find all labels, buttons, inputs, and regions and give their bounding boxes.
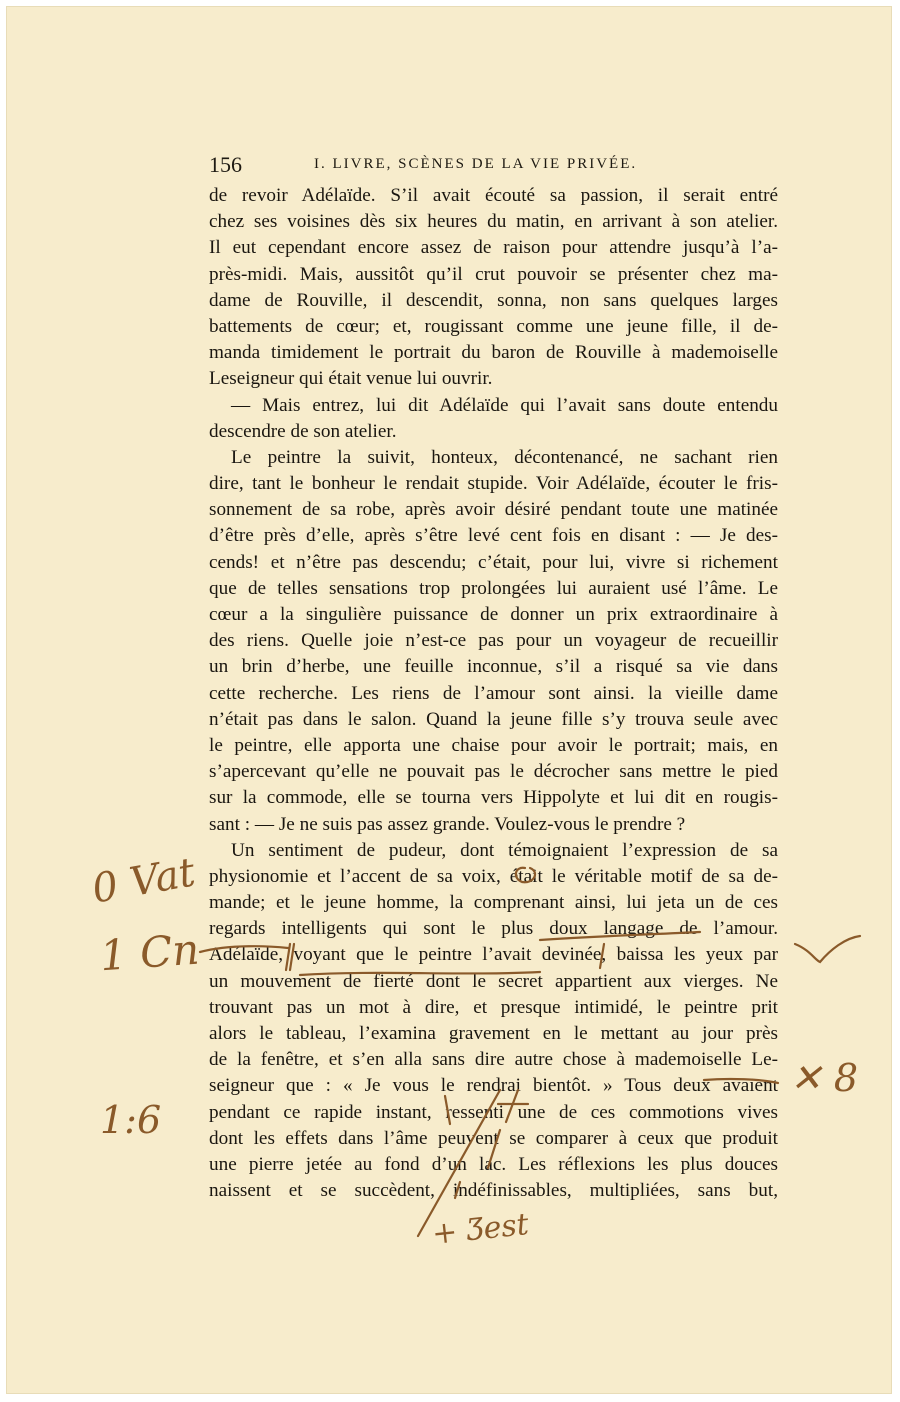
- text-line: regards intelligents qui sont le plus doux langage de l’amour.: [209, 918, 778, 940]
- text-line: alors le tableau, l’examina gravement en le mettant au jour près: [209, 1023, 778, 1044]
- margin-note: 1:6: [100, 1098, 162, 1142]
- text-line: manda timidement le portrait du baron de Rouville à mademoiselle: [209, 342, 778, 364]
- text-line: — Mais entrez, lui dit Adélaïde qui l’avait sans doute entendu: [231, 394, 778, 416]
- text-line: sur la commode, elle se tourna vers Hippolyte et lui dit en rougis-: [209, 787, 778, 809]
- text-line: physionomie et l’accent de sa voix, était le véritable motif de sa de-: [209, 865, 778, 887]
- text-line: dont les effets dans l’âme peuvent se comparer à ceux que produit: [209, 1127, 778, 1149]
- running-head: I. LIVRE, SCÈNES DE LA VIE PRIVÉE.: [314, 156, 638, 172]
- margin-note: 0 Vat: [88, 849, 199, 913]
- text-line: que de telles sensations trop prolongées lui auraient usé l’âme. Le: [209, 577, 778, 599]
- text-line: le peintre, elle apporta une chaise pour avoir le portrait; mais, en: [209, 734, 778, 756]
- text-line: Il eut cependant encore assez de raison pour attendre jusqu’à l’a-: [209, 237, 778, 259]
- text-line: Le peintre la suivit, honteux, décontenancé, ne sachant rien: [231, 446, 778, 468]
- text-line: dire, tant le bonheur le rendait stupide. Voir Adélaïde, écouter le fris-: [209, 473, 778, 495]
- text-line: chez ses voisines dès six heures du matin, en arrivant à son atelier.: [209, 211, 778, 233]
- text-line: s’apercevant qu’elle ne pouvait pas le décrocher sans mettre le pied: [209, 761, 778, 783]
- text-line: Leseigneur qui était venue lui ouvrir.: [209, 368, 493, 390]
- text-line: sonnement de sa robe, après avoir désiré pendant toute une matinée: [209, 499, 778, 521]
- text-line: Un sentiment de pudeur, dont témoignaient l’expression de sa: [231, 839, 778, 861]
- text-line: battements de cœur; et, rougissant comme une jeune fille, il de-: [209, 315, 778, 337]
- margin-note: + Ʒest: [430, 1207, 531, 1252]
- text-line: cette recherche. Les riens de l’amour sont ainsi. la vieille dame: [209, 682, 778, 704]
- text-line: de la fenêtre, et s’en alla sans dire autre chose à mademoiselle Le-: [209, 1049, 778, 1071]
- text-line: seigneur que : « Je vous le rendrai bientôt. » Tous deux avaient: [209, 1075, 778, 1097]
- text-line: des riens. Quelle joie n’est-ce pas pour un voyageur de recueillir: [209, 630, 778, 652]
- text-line: Adélaïde, voyant que le peintre l’avait devinée, baissa les yeux par: [209, 944, 778, 966]
- text-line: dame de Rouville, il descendit, sonna, non sans quelques larges: [209, 289, 778, 311]
- page-header: [209, 152, 775, 182]
- text-line: pendant ce rapide instant, ressenti une de ces commotions vives: [209, 1101, 778, 1123]
- margin-note: 1 Cn: [98, 924, 201, 981]
- text-line: cœur a la singulière puissance de donner un prix extraordinaire à: [209, 604, 778, 625]
- text-line: un brin d’herbe, une feuille inconnue, s’il a risqué sa vie dans: [209, 656, 778, 678]
- text-line: de revoir Adélaïde. S’il avait écouté sa passion, il serait entré: [209, 185, 778, 206]
- text-line: cends! et n’être pas descendu; c’était, pour lui, vivre si richement: [209, 551, 778, 573]
- text-line: près-midi. Mais, aussitôt qu’il crut pouvoir se présenter chez ma-: [209, 263, 778, 285]
- text-line: sant : — Je ne suis pas assez grande. Voulez-vous le prendre ?: [209, 813, 686, 835]
- margin-note: ✕ 8: [790, 1056, 859, 1100]
- text-line: naissent et se succèdent, indéfinissables, multipliées, sans but,: [209, 1180, 778, 1202]
- text-line: trouvant pas un mot à dire, et presque intimidé, le peintre prit: [209, 996, 778, 1018]
- text-line: une pierre jetée au fond d’un lac. Les réflexions les plus douces: [209, 1153, 778, 1175]
- text-line: n’était pas dans le salon. Quand la jeune fille s’y trouva seule avec: [209, 708, 778, 730]
- text-line: mande; et le jeune homme, la comprenant ainsi, lui jeta un de ces: [209, 892, 778, 914]
- text-line: d’être près d’elle, après s’être levé cent fois en disant : — Je des-: [209, 525, 778, 547]
- text-line: descendre de son atelier.: [209, 420, 397, 442]
- text-line: un mouvement de fierté dont le secret appartient aux vierges. Ne: [209, 970, 778, 992]
- body-text: [209, 183, 778, 1204]
- page-number: 156: [209, 152, 242, 177]
